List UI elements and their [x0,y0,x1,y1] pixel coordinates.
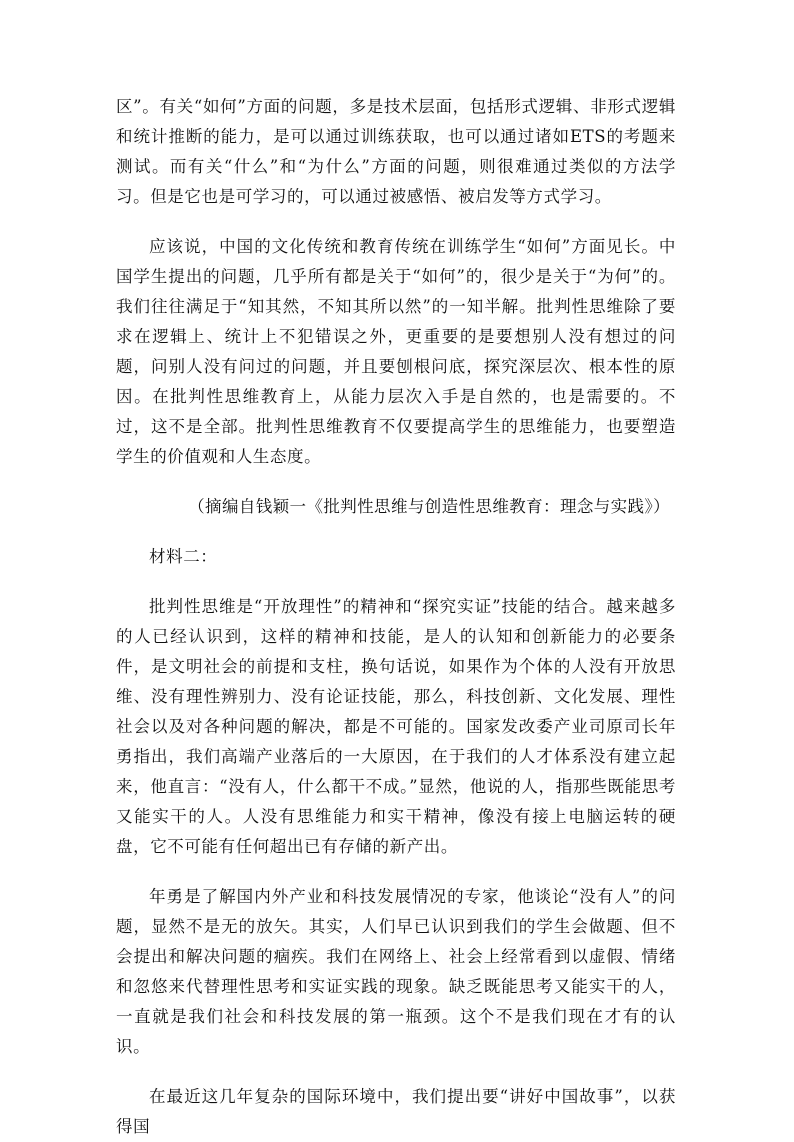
paragraph-critical-thinking-definition: 批判性思维是“开放理性”的精神和“探究实证”技能的结合。越来越多的人已经认识到，这样的精神和技能，是人的认知和创新能力的必要条件，是文明社会的前提和支柱，换句话说，如果作为个体的人没有开放思维、没有理性辨别力、没有论证技能，那么，科技创新、文化发展、理性社会以及对各种问题的解决，都是不可能的。国家发改委产业司原司长年勇指出，我们高端产业落后的一大原因，在于我们的人才体系没有建立起来，他直言：“没有人，什么都干不成。”显然，他说的人，指那些既能思考又能实干的人。人没有思维能力和实干精神，像没有接上电脑运转的硬盘，它不可能有任何超出已有存储的新产出。 [116,597,676,856]
paragraph-china-story: 在最近这几年复杂的国际环境中，我们提出要“讲好中国故事”，以获得国 [116,1087,676,1136]
document-page [116,92,676,1142]
material-two-heading: 材料二： [149,547,218,566]
source-citation: （摘编自钱颖一《批判性思维与创造性思维教育：理念与实践》） [188,497,670,516]
paragraph-nian-yong: 年勇是了解国内外产业和科技发展情况的专家，他谈论“没有人”的问题，显然不是无的放矢。其实，人们早已认识到我们的学生会做题、但不会提出和解决问题的痼疾。我们在网络上、社会上经常看到以虚假、情绪和忽悠来代替理性思考和实证实践的现象。缺乏既能思考又能实干的人，一直就是我们社会和科技发展的第一瓶颈。这个不是我们现在才有的认识。 [116,887,676,1056]
paragraph-chinese-education: 应该说，中国的文化传统和教育传统在训练学生“如何”方面见长。中国学生提出的问题，几乎所有都是关于“如何”的，很少是关于“为何”的。我们往往满足于“知其然，不知其所以然”的一知半解。批判性思维除了要求在逻辑上、统计上不犯错误之外，更重要的是要想别人没有想过的问题，问别人没有问过的问题，并且要刨根问底，探究深层次、根本性的原因。在批判性思维教育上，从能力层次入手是自然的，也是需要的。不过，这不是全部。批判性思维教育不仅要提高学生的思维能力，也要塑造学生的价值观和人生态度。 [116,237,676,466]
paragraph-continued: 区”。有关“如何”方面的问题，多是技术层面，包括形式逻辑、非形式逻辑和统计推断的能力，是可以通过训练获取，也可以通过诸如ETS的考题来测试。而有关“什么”和“为什么”方面的问题，则很难通过类似的方法学习。但是它也是可学习的，可以通过被感悟、被启发等方式学习。 [116,97,676,206]
